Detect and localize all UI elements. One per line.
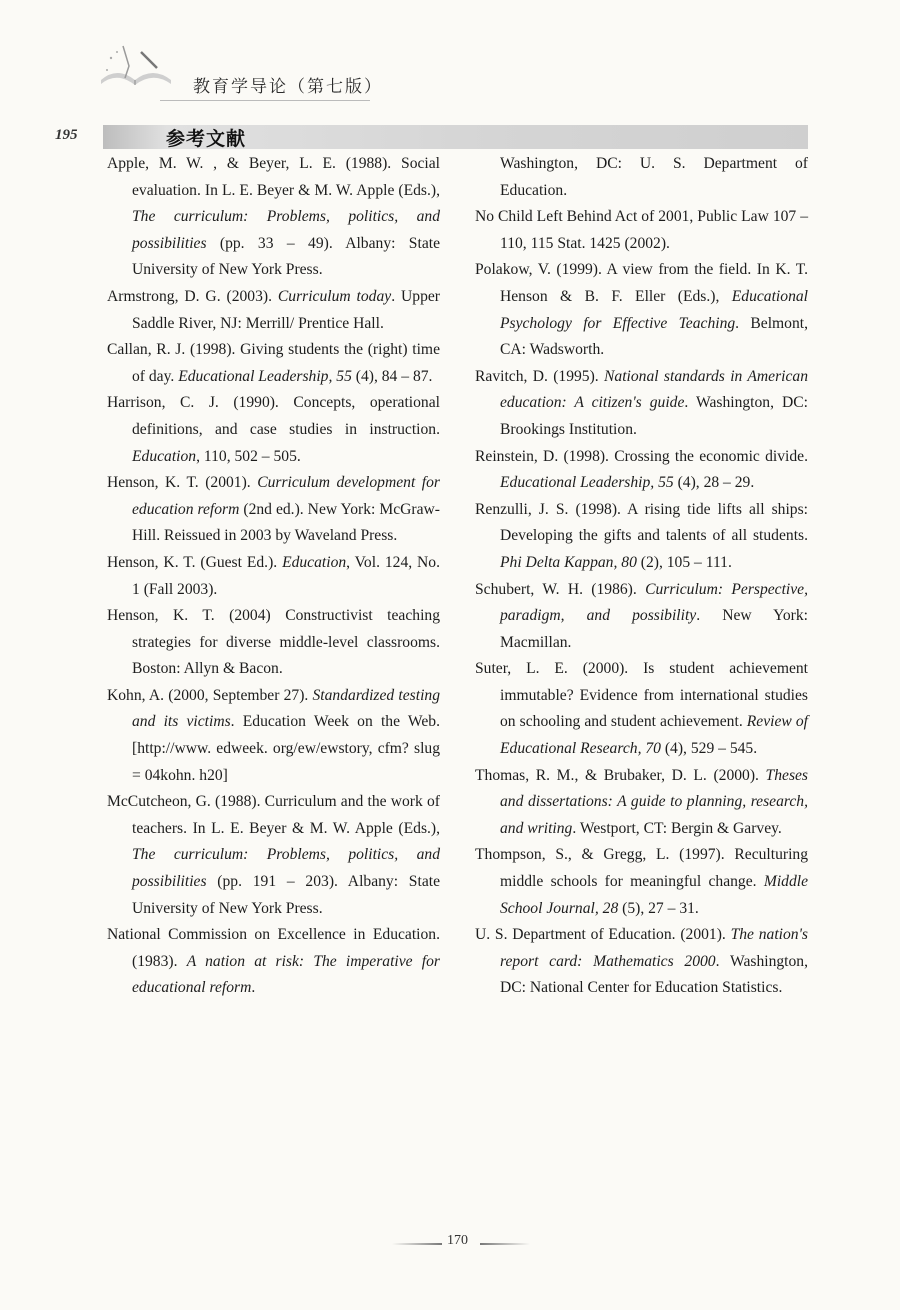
page-number: 170 (447, 1233, 468, 1248)
reference-entry: McCutcheon, G. (1988). Curriculum and the work of teachers. In L. E. Beyer & M. W. Apple (Eds.), The curriculum: Problems, politics, and possibilities (pp. 191 – 203). Albany: State University of New York Press. (107, 793, 440, 917)
reference-entry: Reinstein, D. (1998). Crossing the economic divide. Educational Leadership, 55 (4), 28 – 29. (475, 447, 808, 492)
reference-entry: Apple, M. W. , & Beyer, L. E. (1988). Social evaluation. In L. E. Beyer & M. W. Apple (Eds.), The curriculum: Problems, politics, and possibilities (pp. 33 – 49). Albany: State University of New York Press. (107, 155, 440, 279)
reference-entry: Polakow, V. (1999). A view from the field. In K. T. Henson & B. F. Eller (Eds.), Educational Psychology for Effective Teaching. Belmont, CA: Wadsworth. (475, 261, 808, 359)
reference-entry: Harrison, C. J. (1990). Concepts, operational definitions, and case studies in instruction. Education, 110, 502 – 505. (107, 394, 440, 465)
reference-entry: Thomas, R. M., & Brubaker, D. L. (2000). Theses and dissertations: A guide to planning, research, and writing. Westport, CT: Bergin & Garvey. (475, 766, 808, 837)
section-title: 参考文献 (166, 128, 247, 150)
references-column-left (107, 151, 440, 1002)
header-rule (160, 100, 370, 101)
reference-entry: Henson, K. T. (Guest Ed.). Education, Vol. 124, No. 1 (Fall 2003). (107, 553, 441, 598)
reference-entry: Ravitch, D. (1995). National standards in American education: A citizen's guide. Washington, DC: Brookings Institution. (475, 367, 808, 438)
footer-rule-left (392, 1243, 442, 1245)
reference-entry: Henson, K. T. (2001). Curriculum development for education reform (2nd ed.). New York: McGraw-Hill. Reissued in 2003 by Waveland Press. (107, 474, 440, 545)
reference-entry: U. S. Department of Education. (2001). The nation's report card: Mathematics 2000. Washington, DC: National Center for Education Statistics. (475, 926, 809, 997)
reference-entry: Kohn, A. (2000, September 27). Standardized testing and its victims. Education Week on the Web. [http://www. edweek. org/ew/ewstory, cfm? slug = 04kohn. h20] (107, 686, 441, 784)
reference-entry: Thompson, S., & Gregg, L. (1997). Reculturing middle schools for meaningful change. Middle School Journal, 28 (5), 27 – 31. (475, 846, 808, 917)
reference-entry: No Child Left Behind Act of 2001, Public Law 107 – 110, 115 Stat. 1425 (2002). (475, 208, 808, 252)
reference-entry: Callan, R. J. (1998). Giving students the (right) time of day. Educational Leadership, 55 (4), 84 – 87. (107, 341, 440, 385)
book-title: 教育学导论（第七版） (193, 77, 383, 97)
reference-entry: National Commission on Excellence in Education. (1983). A nation at risk: The imperative for educational reform. (107, 926, 440, 997)
footer-rule-right (480, 1243, 530, 1245)
page-header (0, 0, 900, 115)
reference-entry: Schubert, W. H. (1986). Curriculum: Perspective, paradigm, and possibility. New York: Macmillan. (475, 580, 808, 651)
reference-entry: Henson, K. T. (2004) Constructivist teaching strategies for diverse middle-level classrooms. Boston: Allyn & Bacon. (107, 607, 440, 678)
reference-entry: Armstrong, D. G. (2003). Curriculum today. Upper Saddle River, NJ: Merrill/ Prentice Hall. (107, 287, 440, 332)
references-column-right (475, 151, 808, 1002)
open-book-icon (95, 40, 175, 98)
reference-entry-continued: Washington, DC: U. S. Department of Education. (500, 155, 808, 199)
reference-entry: Suter, L. E. (2000). Is student achievement immutable? Evidence from international studies on schooling and student achievement. Review of Educational Research, 70 (4), 529 – 545. (475, 660, 808, 758)
section-number: 195 (55, 127, 78, 143)
reference-entry: Renzulli, J. S. (1998). A rising tide lifts all ships: Developing the gifts and talents of all students. Phi Delta Kappan, 80 (2), 105 – 111. (475, 500, 808, 571)
